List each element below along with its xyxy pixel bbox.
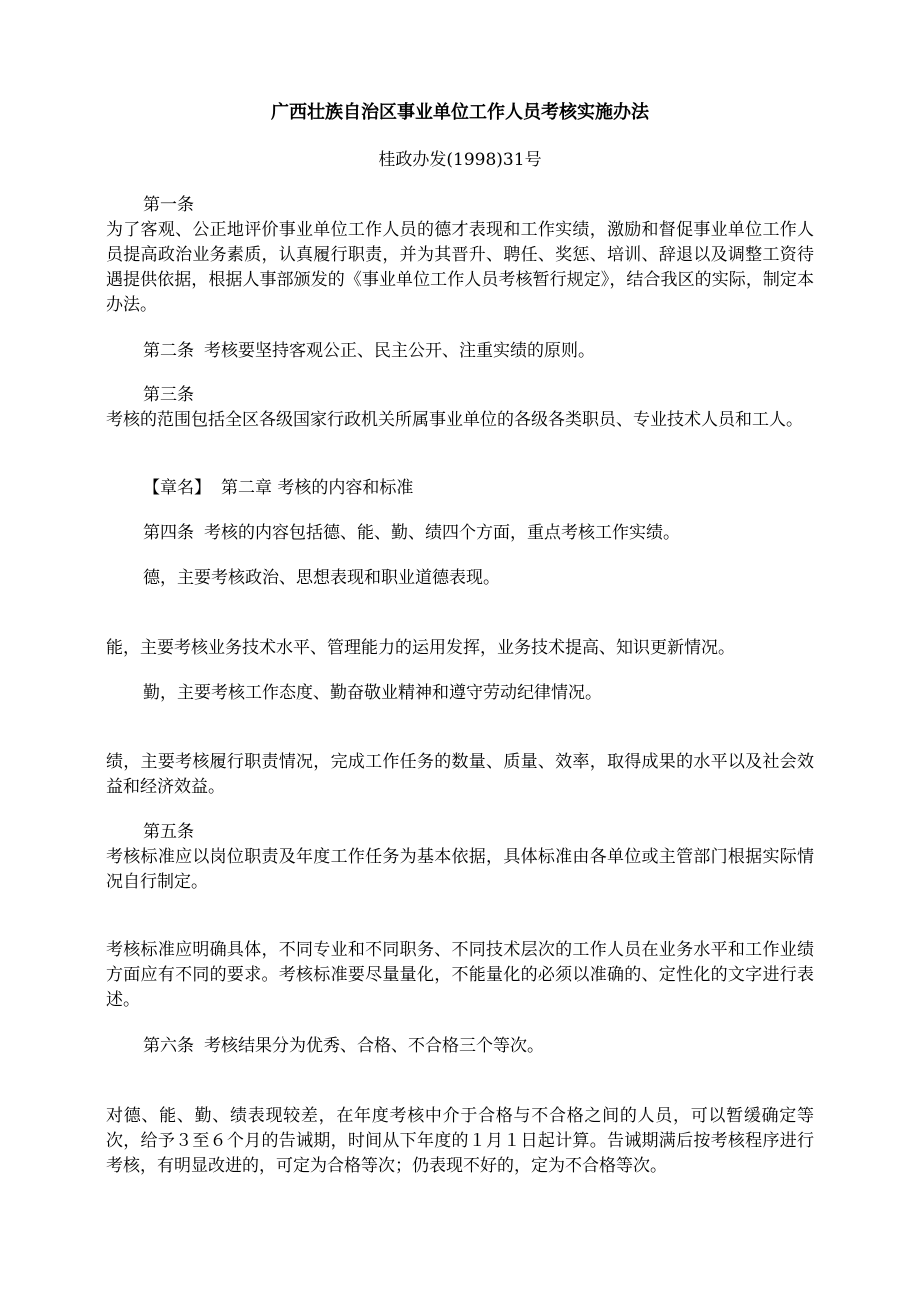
article-6	[143, 1034, 544, 1059]
document-number: 桂政办发(1998)31号	[378, 150, 542, 170]
article-1-heading: 第一条	[143, 195, 194, 215]
article-4	[143, 521, 680, 546]
article-5-text-2: 考核标准应明确具体，不同专业和不同职务、不同技术层次的工作人员在业务水平和工作业绩方面应有不同的要求。考核标准要尽量量化，不能量化的必须以准确的、定性化的文字进行表述。	[106, 940, 814, 1010]
article-6-text-2: 对德、能、勤、绩表现较差，在年度考核中介于合格与不合格之间的人员，可以暂缓确定等次，给予３至６个月的告诫期，时间从下年度的１月１日起计算。告诫期满后按考核程序进行考核，有明显改进的，可定为合格等次；仍表现不好的，定为不合格等次。	[106, 1106, 814, 1176]
article-4-qin: 勤，主要考核工作态度、勤奋敬业精神和遵守劳动纪律情况。	[143, 683, 602, 703]
chapter-2-heading	[143, 476, 413, 501]
article-2-text: 考核要坚持客观公正、民主公开、注重实绩的原则。	[204, 341, 595, 361]
article-2-heading: 第二条	[143, 341, 194, 361]
article-4-text: 考核的内容包括德、能、勤、绩四个方面，重点考核工作实绩。	[204, 523, 680, 543]
document-title: 广西壮族自治区事业单位工作人员考核实施办法	[271, 102, 649, 123]
article-3-text: 考核的范围包括全区各级国家行政机关所属事业单位的各级各类职员、专业技术人员和工人。	[106, 410, 803, 430]
chapter-title: 第二章 考核的内容和标准	[221, 478, 414, 498]
article-5-text: 考核标准应以岗位职责及年度工作任务为基本依据，具体标准由各单位或主管部门根据实际情况自行制定。	[106, 847, 814, 892]
article-4-de: 德，主要考核政治、思想表现和职业道德表现。	[143, 568, 500, 588]
article-6-heading: 第六条	[143, 1036, 194, 1056]
article-2	[143, 339, 595, 364]
article-4-heading: 第四条	[143, 523, 194, 543]
article-6-text: 考核结果分为优秀、合格、不合格三个等次。	[204, 1036, 544, 1056]
chapter-label: 【章名】	[143, 478, 211, 498]
article-5-heading: 第五条	[143, 822, 194, 842]
article-4-ji: 绩，主要考核履行职责情况，完成工作任务的数量、质量、效率，取得成果的水平以及社会效益和经济效益。	[106, 752, 814, 797]
article-3-heading: 第三条	[143, 385, 194, 405]
article-4-neng: 能，主要考核业务技术水平、管理能力的运用发挥，业务技术提高、知识更新情况。	[106, 638, 735, 658]
article-1-text: 为了客观、公正地评价事业单位工作人员的德才表现和工作实绩，激励和督促事业单位工作人员提高政治业务素质，认真履行职责，并为其晋升、聘任、奖惩、培训、辞退以及调整工资待遇提供依据，根据人事部颁发的《事业单位工作人员考核暂行规定》，结合我区的实际，制定本办法。	[106, 220, 814, 315]
